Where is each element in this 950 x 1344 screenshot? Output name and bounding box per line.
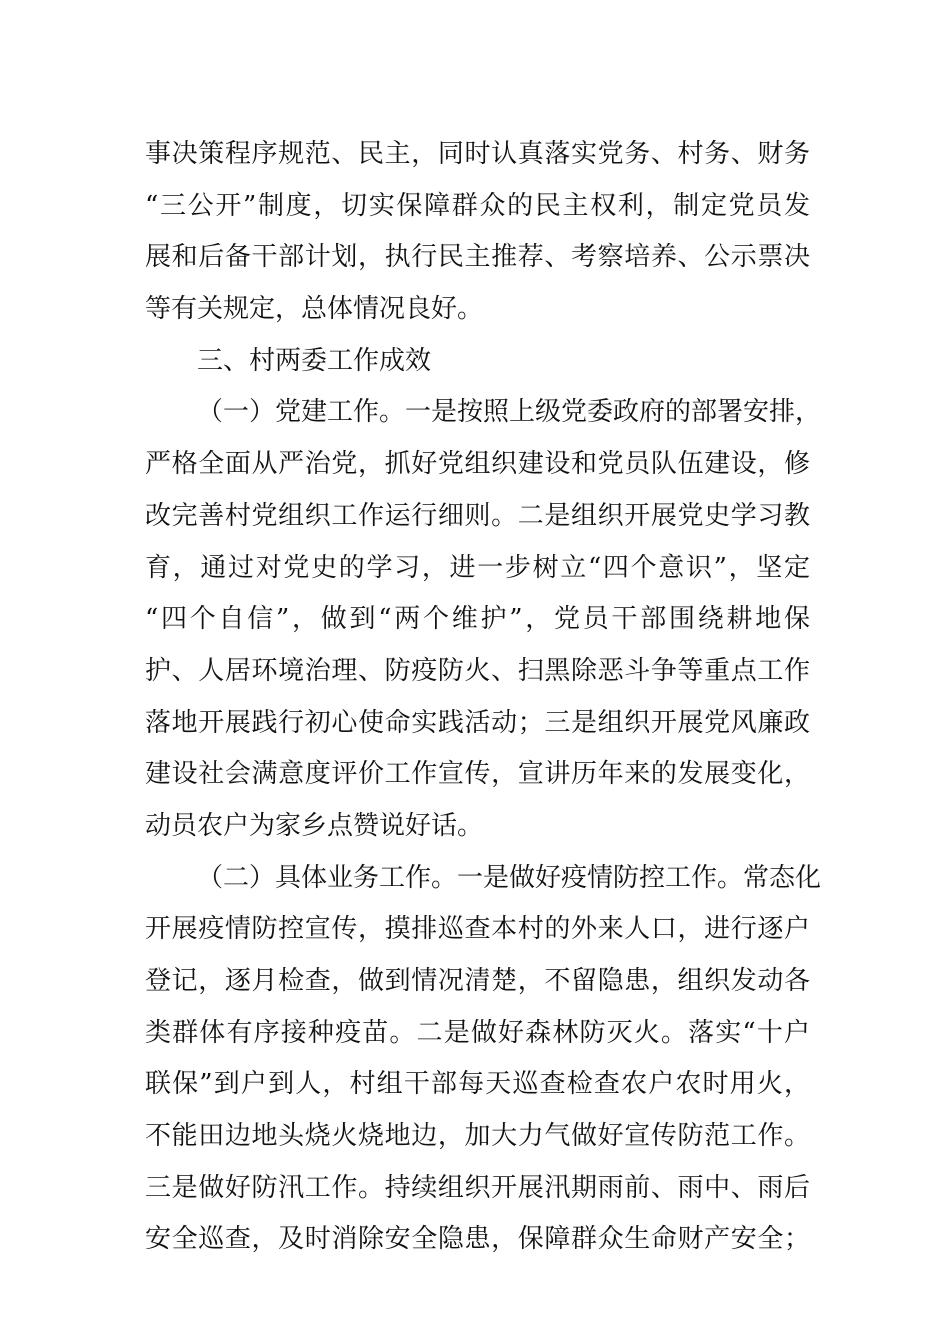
text-line: “四个自信”，做到“两个维护”，党员干部围绕耕地保	[145, 604, 810, 635]
text-line: 护、人居环境治理、防疫防火、扫黑除恶斗争等重点工作	[145, 655, 810, 686]
text-line: 事决策程序规范、民主，同时认真落实党务、村务、财务	[145, 139, 810, 169]
text-line: 育，通过对党史的学习，进一步树立“四个意识”，坚定	[145, 552, 810, 583]
text-line: 开展疫情防控宣传，摸排巡查本村的外来人口，进行逐户	[145, 914, 810, 945]
text-line: 不能田边地头烧火烧地边，加大力气做好宣传防范工作。	[145, 1121, 810, 1152]
paragraph-first-line: 三、村两委工作成效	[197, 345, 432, 376]
text-line: 等有关规定，总体情况良好。	[145, 294, 484, 325]
text-line: 安全巡查，及时消除安全隐患，保障群众生命财产安全；	[145, 1224, 810, 1255]
text-line: 类群体有序接种疫苗。二是做好森林防灭火。落实“十户	[145, 1017, 810, 1048]
body-text	[145, 129, 822, 1266]
text-line: 严格全面从严治党，抓好党组织建设和党员队伍建设，修	[145, 449, 810, 480]
text-line: 三是做好防汛工作。持续组织开展汛期雨前、雨中、雨后	[145, 1172, 810, 1203]
text-line: 改完善村党组织工作运行细则。二是组织开展党史学习教	[145, 500, 810, 531]
paragraph-first-line: （一）党建工作。一是按照上级党委政府的部署安排，	[197, 397, 822, 428]
text-line: 建设社会满意度评价工作宣传，宣讲历年来的发展变化，	[145, 759, 810, 790]
text-line: 联保”到户到人，村组干部每天巡查检查农户农时用火，	[145, 1069, 810, 1100]
text-line: 动员农户为家乡点赞说好话。	[145, 810, 484, 841]
text-line: “三公开”制度，切实保障群众的民主权利，制定党员发	[145, 190, 810, 221]
paragraph-first-line: （二）具体业务工作。一是做好疫情防控工作。常态化	[197, 862, 822, 893]
text-line: 登记，逐月检查，做到情况清楚，不留隐患，组织发动各	[145, 966, 810, 996]
text-line: 展和后备干部计划，执行民主推荐、考察培养、公示票决	[145, 242, 810, 273]
text-line: 落地开展践行初心使命实践活动；三是组织开展党风廉政	[145, 707, 810, 738]
